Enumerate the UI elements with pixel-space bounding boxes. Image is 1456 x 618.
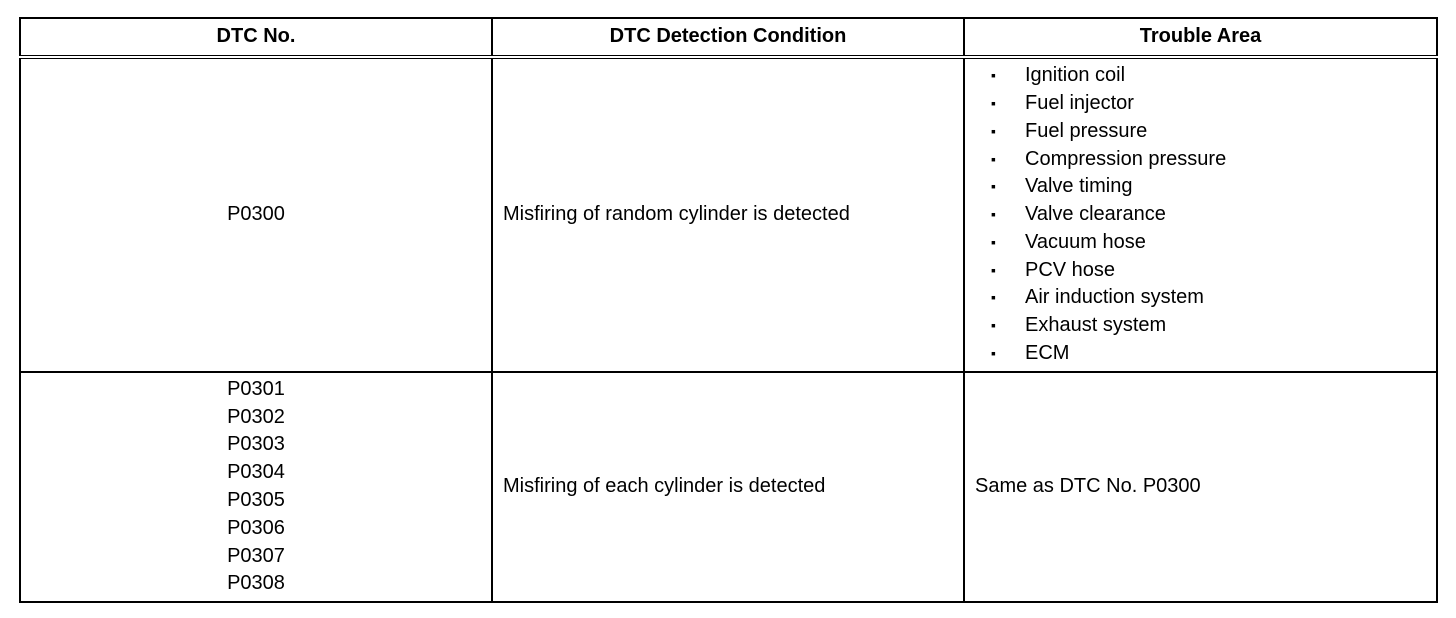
table-row: [20, 372, 1437, 602]
bullet-icon: ▪: [991, 94, 996, 111]
list-item: ▪ Fuel injector: [975, 90, 1436, 118]
list-item: ▪ Valve timing: [975, 173, 1436, 201]
dtc-code-cell: [20, 372, 492, 602]
dtc-code: P0303: [227, 433, 285, 456]
bullet-icon: ▪: [991, 233, 996, 250]
dtc-code: P0305: [227, 489, 285, 511]
header-row: [20, 18, 1437, 57]
dtc-code: P0308: [227, 572, 285, 595]
list-item: ▪ Ignition coil: [975, 62, 1436, 90]
bullet-icon: ▪: [991, 122, 996, 139]
header-dtc-no: DTC No.: [20, 18, 492, 57]
dtc-code: P0304: [227, 461, 285, 484]
bullet-icon: ▪: [991, 150, 996, 167]
dtc-code: P0300: [227, 203, 285, 226]
header-detection-condition: DTC Detection Condition: [492, 18, 964, 57]
trouble-area-cell: [964, 57, 1437, 372]
bullet-icon: ▪: [991, 261, 996, 278]
dtc-table: [19, 17, 1438, 603]
table-row: [20, 57, 1437, 372]
trouble-area-list: [975, 62, 1436, 368]
list-item: ▪ Vacuum hose: [975, 229, 1436, 257]
detection-condition-cell: Misfiring of each cylinder is detected: [492, 372, 964, 602]
dtc-code: P0302: [227, 405, 285, 428]
dtc-code-cell: [20, 57, 492, 372]
header-trouble-area: Trouble Area: [964, 18, 1437, 57]
list-item: ▪ ECM: [975, 340, 1436, 368]
bullet-icon: ▪: [991, 345, 996, 362]
dtc-code: P0301: [227, 377, 285, 400]
list-item: ▪ PCV hose: [975, 257, 1436, 285]
bullet-icon: ▪: [991, 206, 996, 223]
dtc-code: P0307: [227, 544, 285, 567]
trouble-area-cell: Same as DTC No. P0300: [964, 372, 1437, 602]
bullet-icon: ▪: [991, 317, 996, 334]
bullet-icon: ▪: [991, 67, 996, 84]
list-item: ▪ Valve clearance: [975, 201, 1436, 229]
list-item: ▪ Compression pressure: [975, 146, 1436, 174]
list-item: ▪ Air induction system: [975, 284, 1436, 312]
bullet-icon: ▪: [991, 289, 996, 306]
list-item: ▪ Exhaust system: [975, 312, 1436, 340]
list-item: ▪ Fuel pressure: [975, 118, 1436, 146]
dtc-code: P0306: [227, 516, 285, 539]
detection-condition-cell: Misfiring of random cylinder is detected: [492, 57, 964, 372]
bullet-icon: ▪: [991, 178, 996, 195]
